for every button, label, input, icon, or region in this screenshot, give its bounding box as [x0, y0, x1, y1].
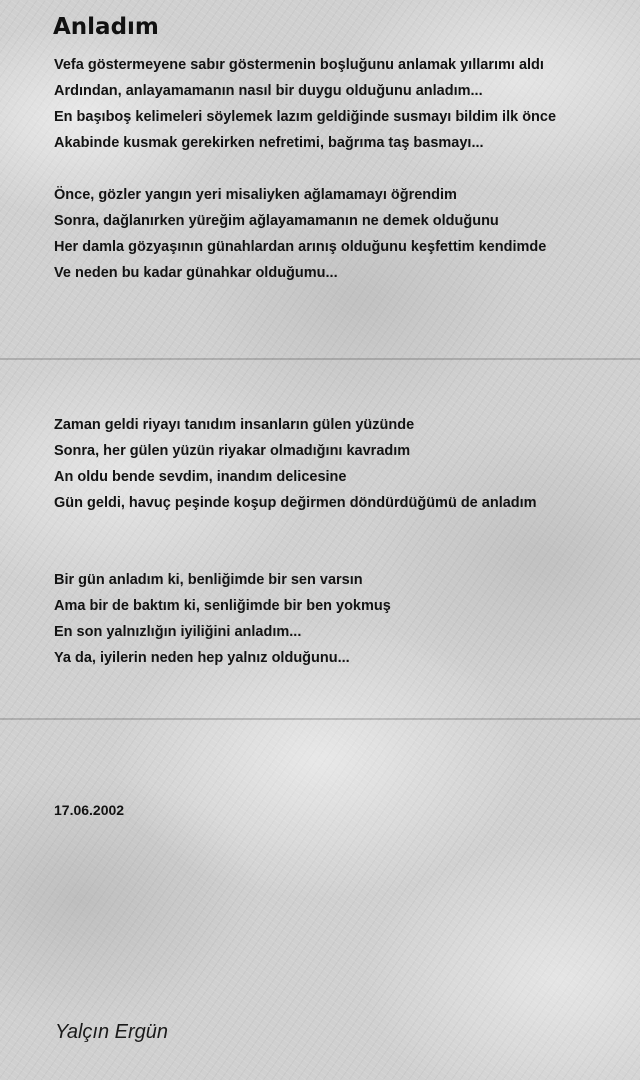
poem-line: En başıboş kelimeleri söylemek lazım geldiğinde susmayı bildim ilk önce [54, 109, 557, 125]
poem-line: Bir gün anladım ki, benliğimde bir sen varsın [54, 572, 363, 588]
poem-line: Sonra, dağlanırken yüreğim ağlayamamanın ne demek olduğunu [54, 213, 499, 229]
stanza-4 [54, 567, 391, 671]
stanza-3 [54, 412, 537, 516]
poem-line: An oldu bende sevdim, inandım delicesine [54, 469, 347, 485]
poem-line: Sonra, her gülen yüzün riyakar olmadığını kavradım [54, 443, 411, 459]
poem-line: En son yalnızlığın iyiliğini anladım... [54, 624, 302, 640]
poem-line: Her damla gözyaşının günahlardan arınış olduğunu keşfettim kendimde [54, 239, 547, 255]
poem-line: Önce, gözler yangın yeri misaliyken ağlamamayı öğrendim [54, 187, 457, 203]
poem-line: Ama bir de baktım ki, senliğimde bir ben yokmuş [54, 598, 391, 614]
stanza-1 [54, 52, 556, 156]
stanza-2 [54, 182, 546, 286]
poem-line: Ardından, anlayamamanın nasıl bir duygu olduğunu anladım... [54, 83, 483, 99]
poem-line: Ya da, iyilerin neden hep yalnız olduğunu... [54, 650, 350, 666]
poem-line: Akabinde kusmak gerekirken nefretimi, bağrıma taş basmayı... [54, 135, 484, 151]
poem-title: Anladım [53, 14, 159, 40]
poem-author: Yalçın Ergün [55, 1021, 169, 1043]
poem-date: 17.06.2002 [54, 802, 125, 818]
poem-line: Vefa göstermeyene sabır göstermenin boşluğunu anlamak yıllarımı aldı [54, 57, 544, 73]
poem-line: Gün geldi, havuç peşinde koşup değirmen döndürdüğümü de anladım [54, 495, 537, 511]
poem-line: Ve neden bu kadar günahkar olduğumu... [54, 265, 338, 281]
poem-line: Zaman geldi riyayı tanıdım insanların gülen yüzünde [54, 417, 415, 433]
